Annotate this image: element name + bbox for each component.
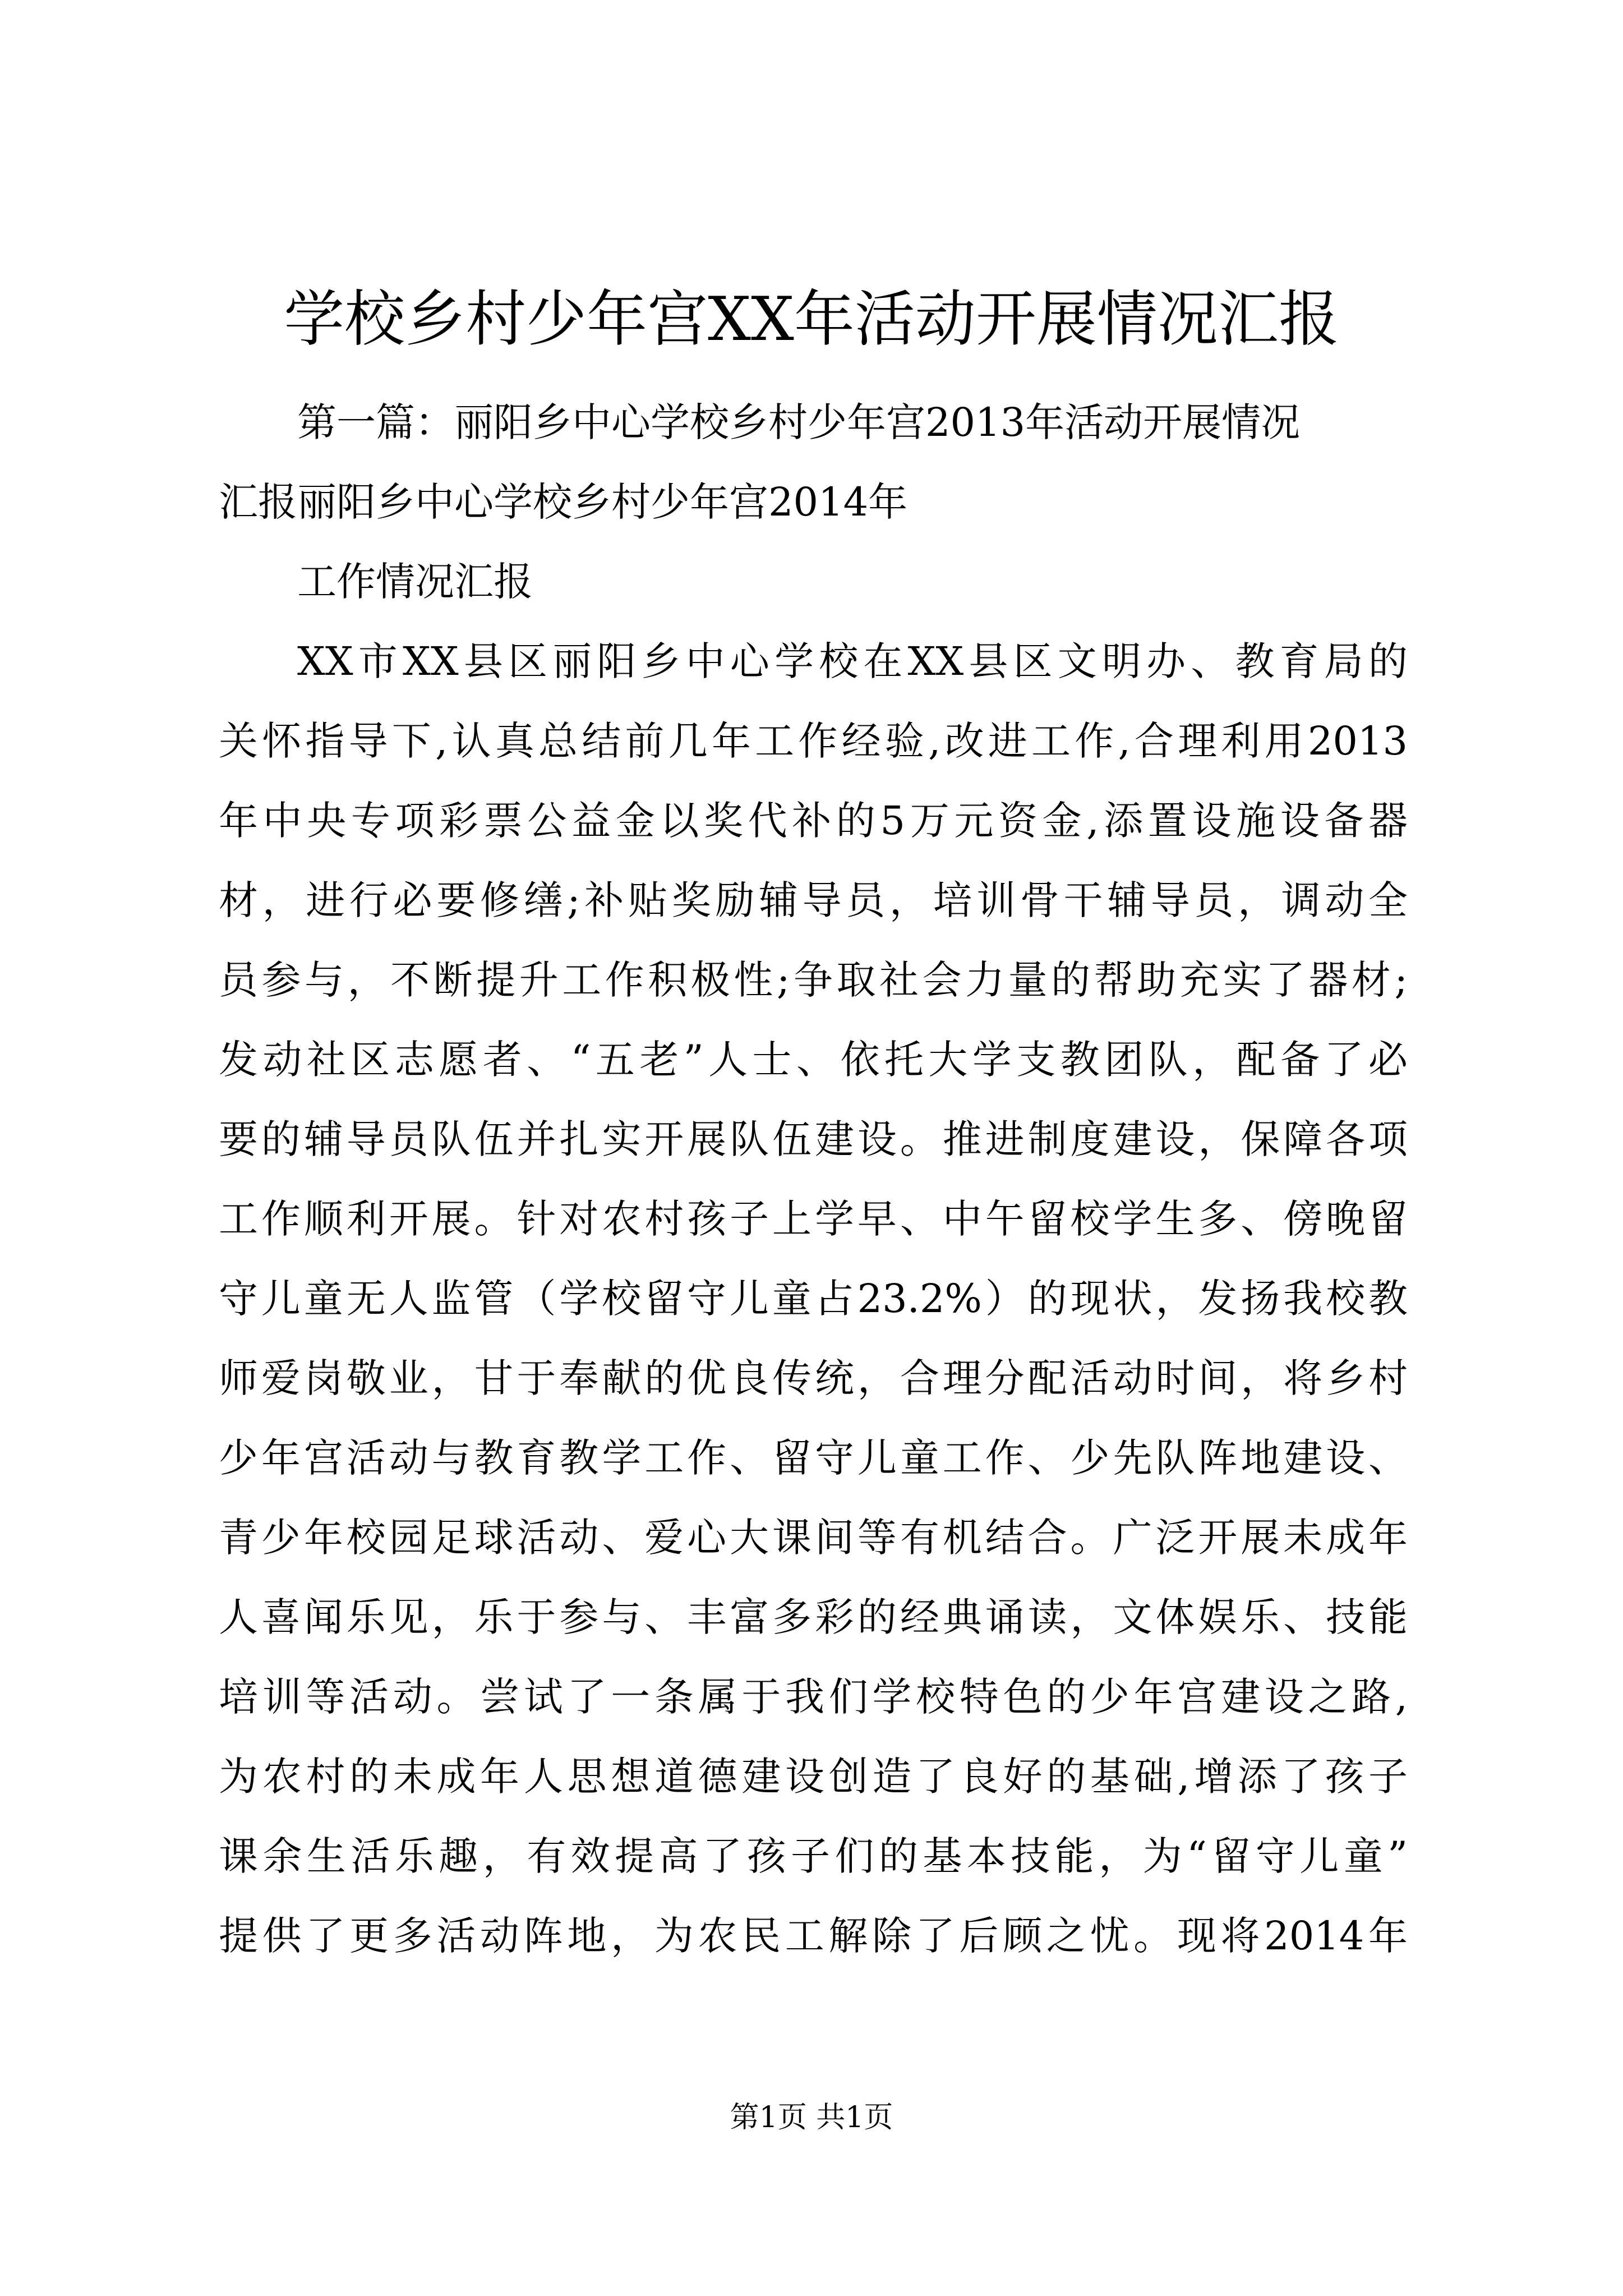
paragraph-line: 少年宫活动与教育教学工作、留守儿童工作、少先队阵地建设、	[219, 1435, 1408, 1481]
paragraph-line: 人喜闻乐见，乐于参与、丰富多彩的经典诵读，文体娱乐、技能	[219, 1594, 1408, 1640]
paragraph-line: 提供了更多活动阵地，为农民工解除了后顾之忧。现将2014年	[219, 1913, 1408, 1959]
document-body	[219, 383, 1408, 1976]
page-footer: 第1页 共1页	[730, 2101, 893, 2134]
paragraph-line: 材，进行必要修缮;补贴奖励辅导员，培训骨干辅导员，调动全	[219, 877, 1408, 923]
paragraph-line: 青少年校园足球活动、爱心大课间等有机结合。广泛开展未成年	[219, 1515, 1408, 1561]
paragraph-line: 年中央专项彩票公益金以奖代补的5万元资金,添置设施设备器	[219, 798, 1408, 844]
paragraph-line: 发动社区志愿者、“五老”人士、依托大学支教团队，配备了必	[219, 1037, 1408, 1083]
paragraph-line: 关怀指导下,认真总结前几年工作经验,改进工作,合理利用2013	[219, 718, 1408, 764]
paragraph-line: 师爱岗敬业，甘于奉献的优良传统，合理分配活动时间，将乡村	[219, 1355, 1408, 1401]
paragraph-line: 为农村的未成年人思想道德建设创造了良好的基础,增添了孩子	[219, 1754, 1408, 1800]
paragraph-line: 员参与，不断提升工作积极性;争取社会力量的帮助充实了器材;	[219, 957, 1408, 1003]
paragraph-line: 工作情况汇报	[297, 559, 533, 605]
paragraph-line: 工作顺利开展。针对农村孩子上学早、中午留校学生多、傍晚留	[219, 1196, 1408, 1242]
document-title: 学校乡村少年宫XX年活动开展情况汇报	[284, 284, 1339, 355]
paragraph-line: 第一篇：丽阳乡中心学校乡村少年宫2013年活动开展情况	[297, 399, 1301, 445]
paragraph-line: 课余生活乐趣，有效提高了孩子们的基本技能，为“留守儿童”	[219, 1833, 1408, 1879]
paragraph-line: 要的辅导员队伍并扎实开展队伍建设。推进制度建设，保障各项	[219, 1116, 1408, 1162]
paragraph-line: 培训等活动。尝试了一条属于我们学校特色的少年宫建设之路,	[219, 1674, 1408, 1720]
paragraph-line: 汇报丽阳乡中心学校乡村少年宫2014年	[219, 479, 908, 525]
paragraph-line: 守儿童无人监管（学校留守儿童占23.2%）的现状，发扬我校教	[219, 1276, 1408, 1322]
paragraph-line: XX市XX县区丽阳乡中心学校在XX县区文明办、教育局的	[297, 638, 1408, 684]
